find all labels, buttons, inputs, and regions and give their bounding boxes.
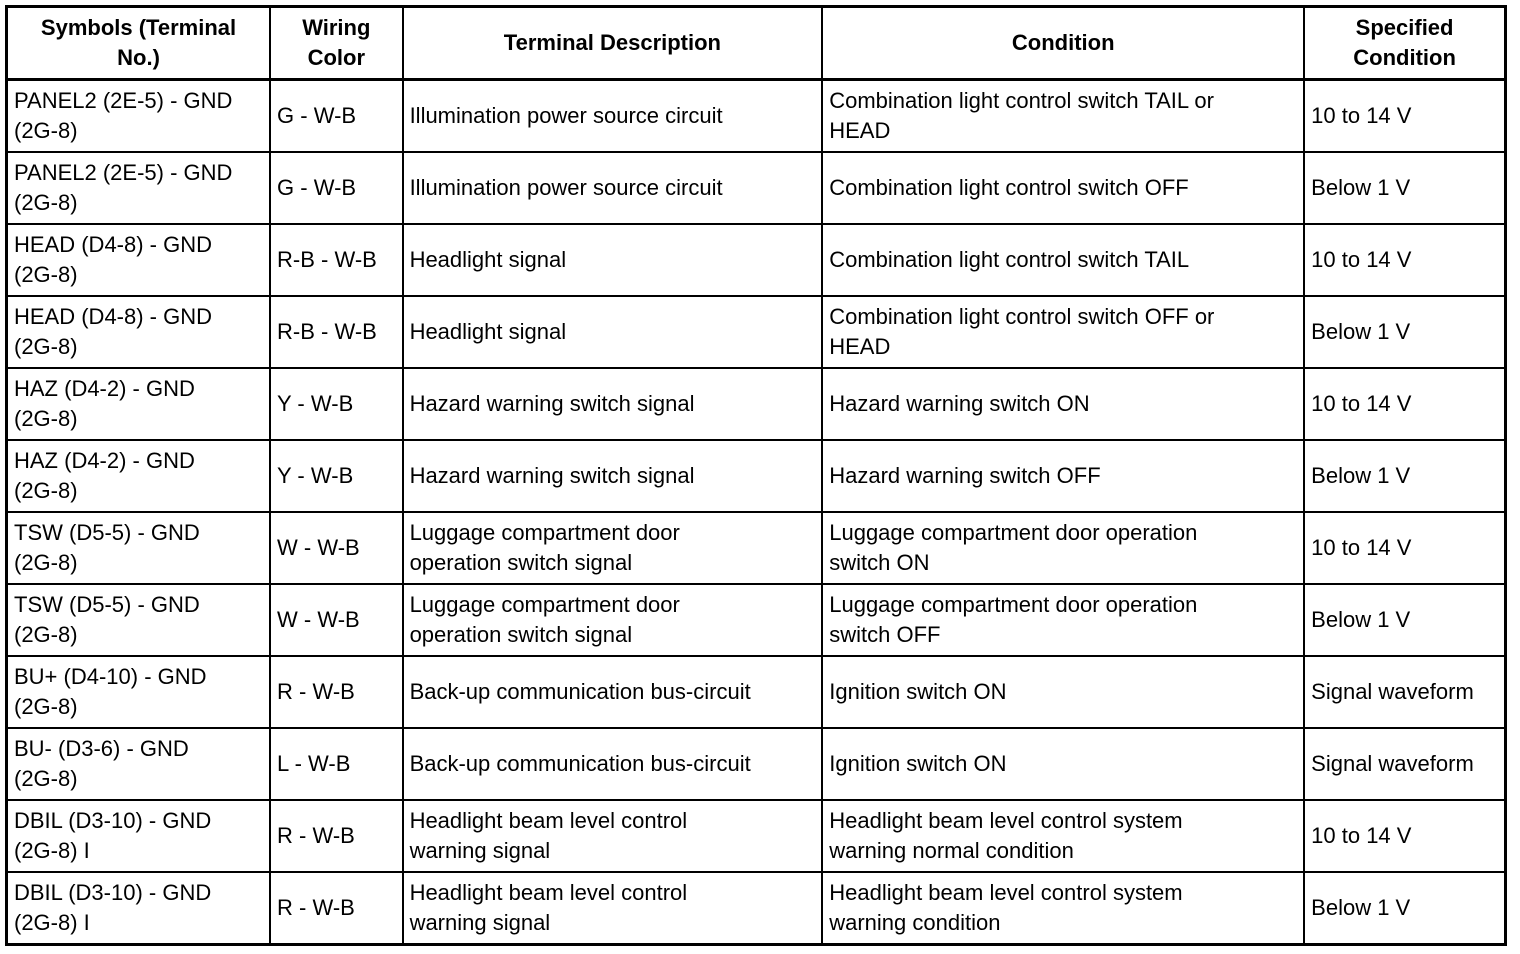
cell-specified: Below 1 V xyxy=(1304,584,1505,656)
cell-symbol: HEAD (D4-8) - GND (2G-8) xyxy=(7,224,271,296)
table-header-row xyxy=(7,7,1506,80)
cell-symbol: BU+ (D4-10) - GND (2G-8) xyxy=(7,656,271,728)
cell-description: Luggage compartment door operation switch signal xyxy=(403,512,823,584)
table-row xyxy=(7,152,1506,224)
table-row xyxy=(7,368,1506,440)
cell-wiring-color: Y - W-B xyxy=(270,368,403,440)
cell-condition: Luggage compartment door operation switch ON xyxy=(822,512,1304,584)
cell-condition: Headlight beam level control system warning condition xyxy=(822,872,1304,945)
terminal-specification-table xyxy=(5,5,1507,946)
cell-specified: Signal waveform xyxy=(1304,656,1505,728)
cell-description: Hazard warning switch signal xyxy=(403,368,823,440)
cell-symbol: BU- (D3-6) - GND (2G-8) xyxy=(7,728,271,800)
cell-specified: Signal waveform xyxy=(1304,728,1505,800)
cell-condition: Ignition switch ON xyxy=(822,656,1304,728)
cell-wiring-color: Y - W-B xyxy=(270,440,403,512)
cell-wiring-color: R - W-B xyxy=(270,800,403,872)
cell-description: Hazard warning switch signal xyxy=(403,440,823,512)
cell-condition: Combination light control switch OFF xyxy=(822,152,1304,224)
table-row xyxy=(7,512,1506,584)
cell-condition: Combination light control switch TAIL xyxy=(822,224,1304,296)
cell-wiring-color: G - W-B xyxy=(270,152,403,224)
cell-specified: 10 to 14 V xyxy=(1304,800,1505,872)
cell-specified: 10 to 14 V xyxy=(1304,368,1505,440)
cell-description: Back-up communication bus-circuit xyxy=(403,728,823,800)
cell-wiring-color: R-B - W-B xyxy=(270,224,403,296)
cell-description: Headlight beam level control warning signal xyxy=(403,800,823,872)
header-symbols: Symbols (Terminal No.) xyxy=(7,7,271,80)
cell-wiring-color: R-B - W-B xyxy=(270,296,403,368)
cell-condition: Hazard warning switch ON xyxy=(822,368,1304,440)
cell-symbol: PANEL2 (2E-5) - GND (2G-8) xyxy=(7,80,271,153)
cell-condition: Combination light control switch OFF or HEAD xyxy=(822,296,1304,368)
table-row xyxy=(7,80,1506,153)
cell-description: Luggage compartment door operation switch signal xyxy=(403,584,823,656)
cell-specified: Below 1 V xyxy=(1304,152,1505,224)
header-terminal-description: Terminal Description xyxy=(403,7,823,80)
table-row xyxy=(7,872,1506,945)
cell-specified: 10 to 14 V xyxy=(1304,80,1505,153)
table-row xyxy=(7,656,1506,728)
header-specified-condition: Specified Condition xyxy=(1304,7,1505,80)
cell-specified: Below 1 V xyxy=(1304,440,1505,512)
table-row xyxy=(7,584,1506,656)
cell-condition: Headlight beam level control system warning normal condition xyxy=(822,800,1304,872)
cell-condition: Luggage compartment door operation switch OFF xyxy=(822,584,1304,656)
cell-symbol: HAZ (D4-2) - GND (2G-8) xyxy=(7,440,271,512)
cell-description: Illumination power source circuit xyxy=(403,152,823,224)
cell-wiring-color: R - W-B xyxy=(270,656,403,728)
cell-symbol: DBIL (D3-10) - GND (2G-8) I xyxy=(7,800,271,872)
table-row xyxy=(7,296,1506,368)
cell-symbol: DBIL (D3-10) - GND (2G-8) I xyxy=(7,872,271,945)
cell-wiring-color: W - W-B xyxy=(270,584,403,656)
header-condition: Condition xyxy=(822,7,1304,80)
cell-wiring-color: W - W-B xyxy=(270,512,403,584)
cell-description: Back-up communication bus-circuit xyxy=(403,656,823,728)
cell-specified: 10 to 14 V xyxy=(1304,224,1505,296)
cell-condition: Combination light control switch TAIL or HEAD xyxy=(822,80,1304,153)
cell-specified: Below 1 V xyxy=(1304,296,1505,368)
cell-symbol: PANEL2 (2E-5) - GND (2G-8) xyxy=(7,152,271,224)
cell-description: Illumination power source circuit xyxy=(403,80,823,153)
cell-specified: Below 1 V xyxy=(1304,872,1505,945)
cell-symbol: HEAD (D4-8) - GND (2G-8) xyxy=(7,296,271,368)
terminal-table-container xyxy=(5,5,1507,946)
cell-wiring-color: R - W-B xyxy=(270,872,403,945)
cell-condition: Ignition switch ON xyxy=(822,728,1304,800)
table-row xyxy=(7,224,1506,296)
cell-symbol: HAZ (D4-2) - GND (2G-8) xyxy=(7,368,271,440)
table-row xyxy=(7,728,1506,800)
cell-description: Headlight beam level control warning signal xyxy=(403,872,823,945)
cell-condition: Hazard warning switch OFF xyxy=(822,440,1304,512)
cell-wiring-color: G - W-B xyxy=(270,80,403,153)
cell-symbol: TSW (D5-5) - GND (2G-8) xyxy=(7,584,271,656)
cell-symbol: TSW (D5-5) - GND (2G-8) xyxy=(7,512,271,584)
cell-description: Headlight signal xyxy=(403,224,823,296)
cell-wiring-color: L - W-B xyxy=(270,728,403,800)
cell-specified: 10 to 14 V xyxy=(1304,512,1505,584)
header-wiring-color: Wiring Color xyxy=(270,7,403,80)
table-row xyxy=(7,800,1506,872)
table-row xyxy=(7,440,1506,512)
cell-description: Headlight signal xyxy=(403,296,823,368)
